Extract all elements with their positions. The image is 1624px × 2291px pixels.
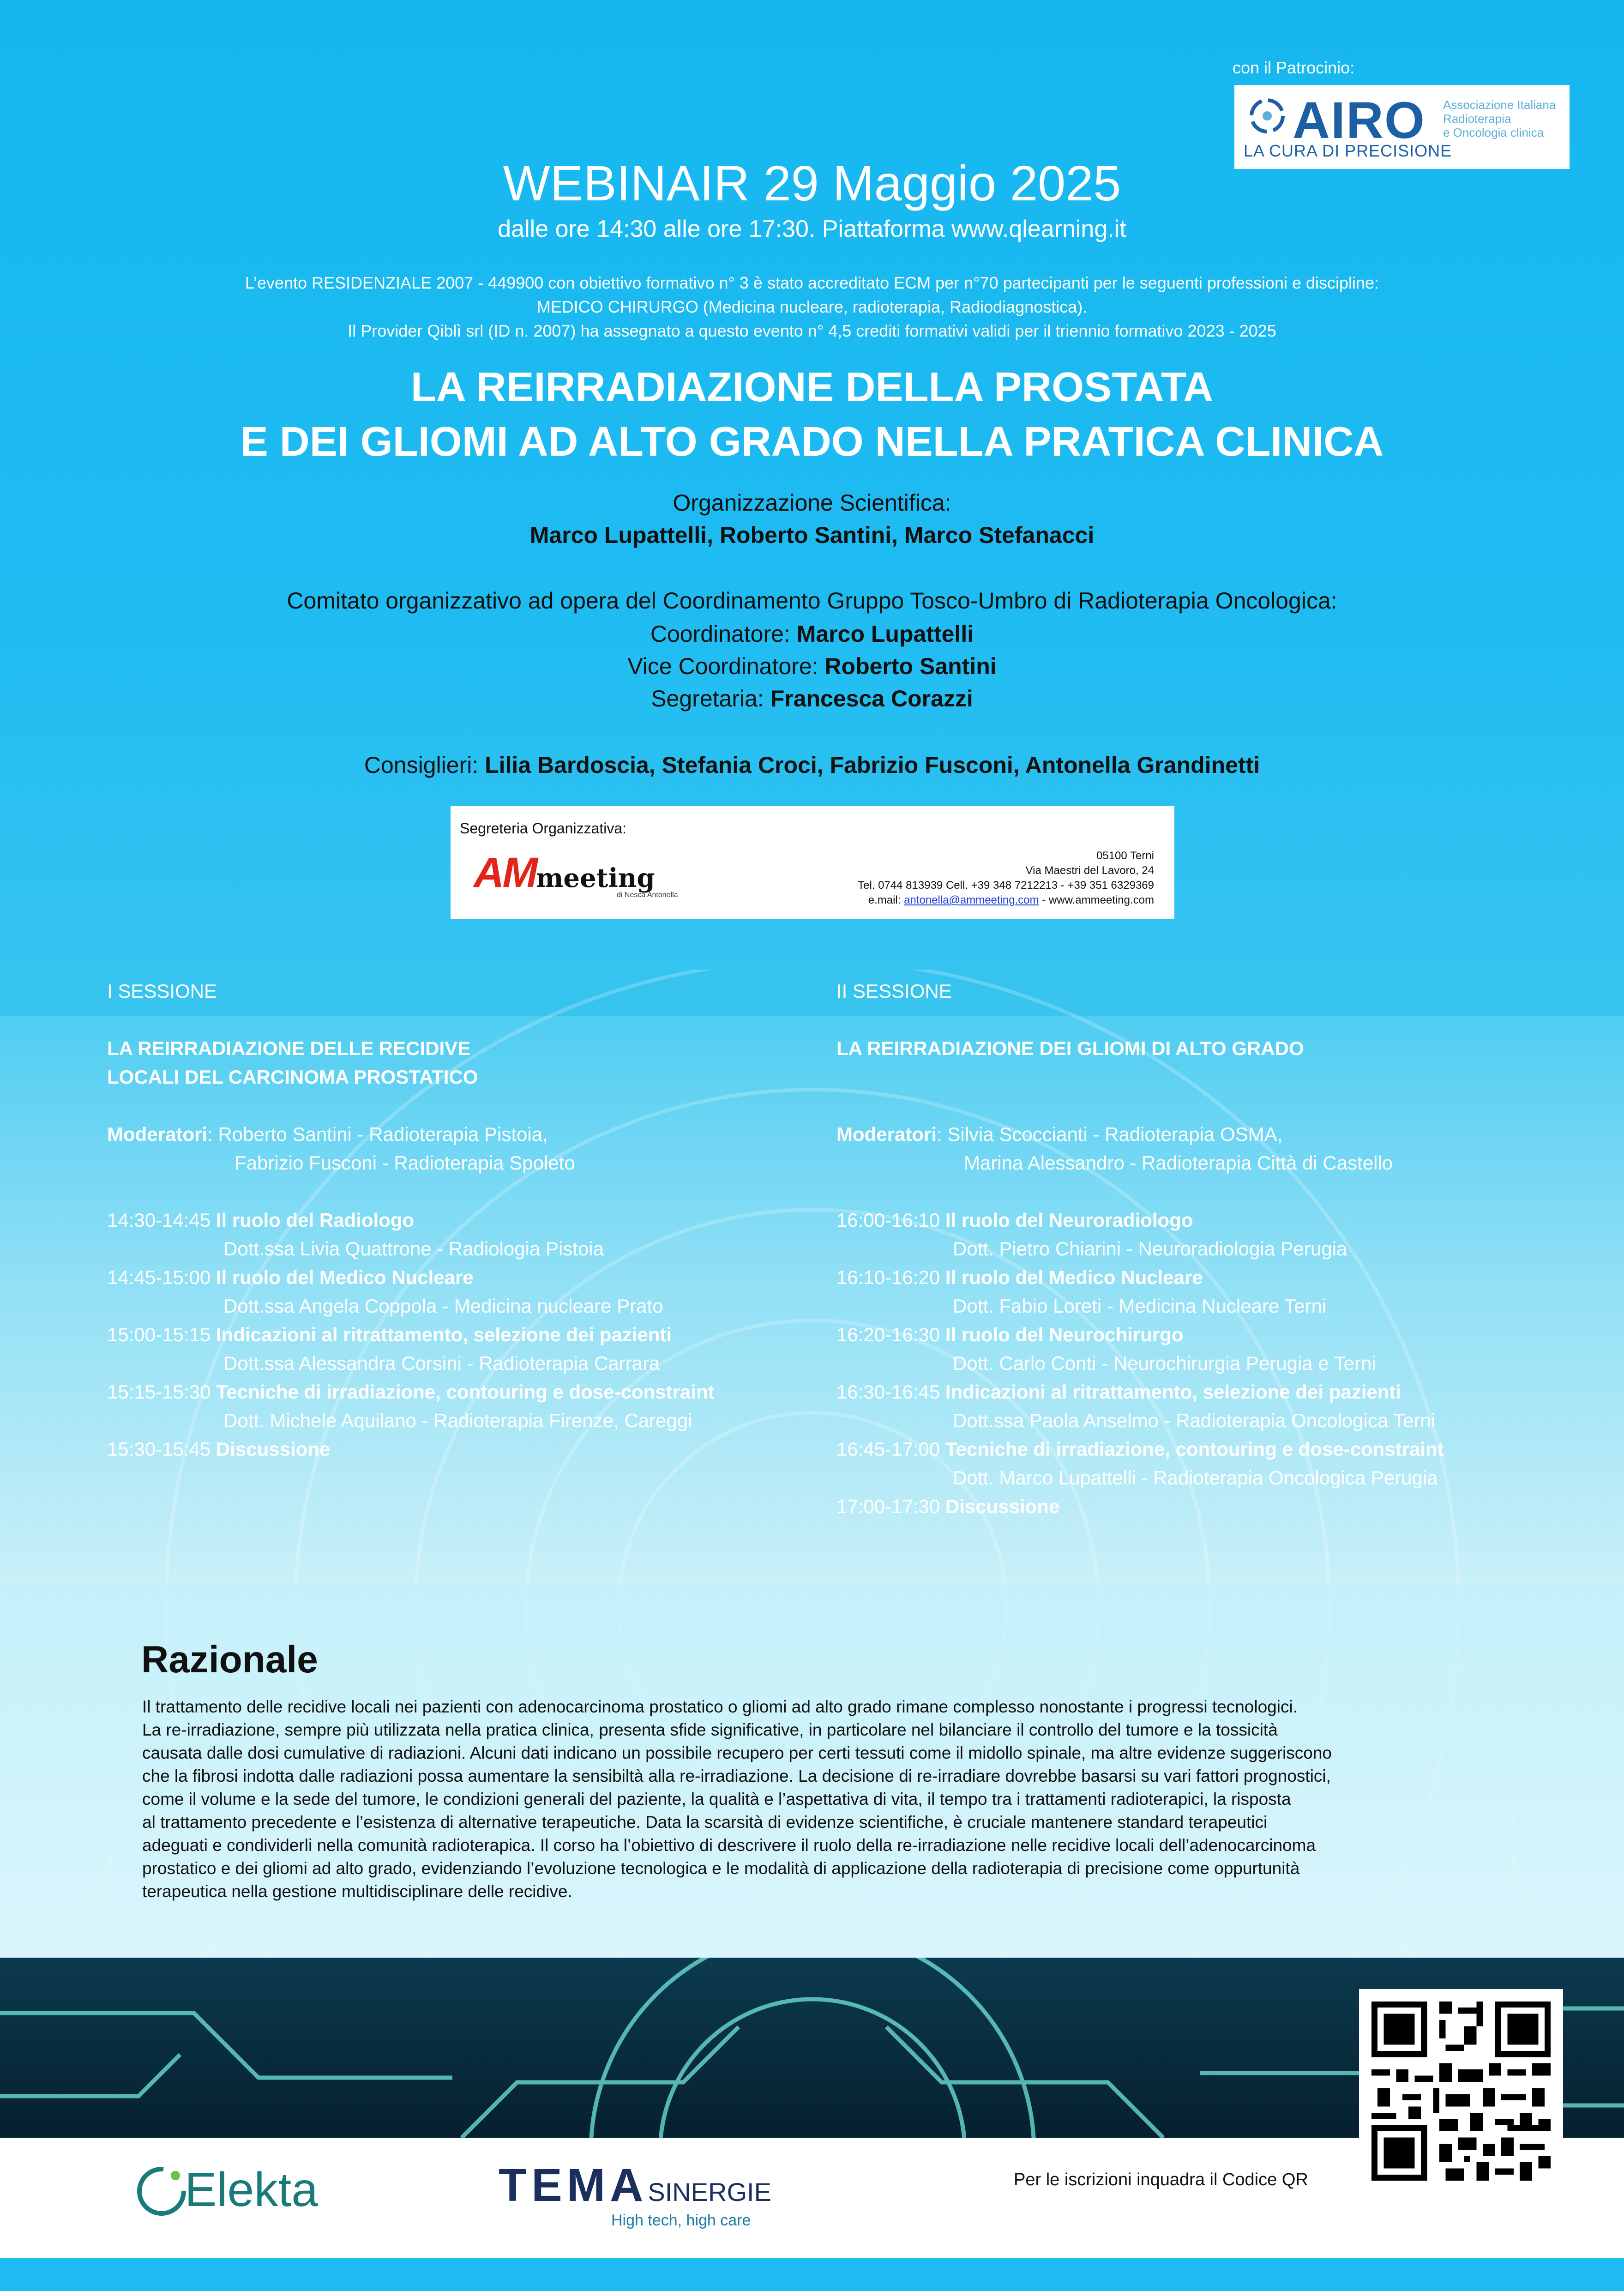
segreteria-organizzativa-box xyxy=(451,806,1174,919)
organizzazione-label: Organizzazione Scientifica: xyxy=(673,490,951,516)
talk-item xyxy=(836,1435,1575,1464)
patronage-label: con il Patrocinio: xyxy=(1233,58,1355,77)
airo-tagline: LA CURA DI PRECISIONE xyxy=(1244,141,1452,160)
session-1 xyxy=(107,977,800,1464)
segretaria-label: Segretaria: xyxy=(651,686,770,711)
consiglieri xyxy=(0,752,1624,778)
talk-item xyxy=(107,1378,800,1406)
razionale-line: prostatico e dei gliomi ad alto grado, evidenziando l’evoluzione tecnologica e le modalità di applicazione della radioterapia di precisione come oppurtunità xyxy=(142,1859,1300,1878)
logo-meeting: meeting xyxy=(536,863,655,893)
talk-title: Indicazioni al ritrattamento, selezione dei pazienti xyxy=(216,1324,672,1345)
airo-description xyxy=(1443,98,1563,139)
talk-speaker: Dott.ssa Alessandra Corsini - Radioterapia Carrara xyxy=(223,1352,660,1374)
contact-city: 05100 Terni xyxy=(1096,850,1154,862)
vice-name: Roberto Santini xyxy=(824,653,997,679)
talk-item xyxy=(836,1492,1575,1521)
talk-title: Il ruolo del Medico Nucleare xyxy=(945,1266,1203,1288)
razionale-line: Il trattamento delle recidive locali nei pazienti con adenocarcinoma prostatico o gliomi ad alto grado rimane complesso nonostante i progressi tecnologici. xyxy=(142,1697,1298,1716)
talk-time: 17:00-17:30 xyxy=(836,1495,945,1517)
coordinatore xyxy=(0,621,1624,647)
segreteria-label: Segreteria Organizzativa: xyxy=(460,820,627,837)
razionale-text xyxy=(142,1695,1518,1903)
organizzazione-names: Marco Lupattelli, Roberto Santini, Marco Stefanacci xyxy=(529,522,1095,548)
ecm-line: L’evento RESIDENZIALE 2007 - 449900 con obiettivo formativo n° 3 è stato accreditato ECM per n°70 partecipanti per le seguenti professioni e discipline: xyxy=(245,273,1379,292)
talk-item xyxy=(107,1263,800,1292)
razionale-line: terapeutica nella gestione multidisciplinare delle recidive. xyxy=(142,1882,572,1901)
razionale-line: come il volume e la sede del tumore, le condizioni generali del paziente, la qualità e l’aspettativa di vita, il tempo tra i trattamenti radioterapici, la risposta xyxy=(142,1790,1291,1809)
talk-title: Discussione xyxy=(216,1438,331,1460)
talk-item xyxy=(836,1206,1575,1235)
qr-code[interactable] xyxy=(1359,1989,1563,2193)
ecm-line: Il Provider Qiblì srl (ID n. 2007) ha assegnato a questo evento n° 4,5 crediti formativi validi per il triennio formativo 2023 - 2025 xyxy=(348,321,1276,340)
airo-name: AIRO xyxy=(1293,91,1426,149)
session-label: I SESSIONE xyxy=(107,980,217,1002)
razionale-line: causata dalle dosi cumulative di radiazioni. Alcuni dati indicano un possibile recupero per certi tessuti come il midollo spinale, ma altre evidenze suggeriscono xyxy=(142,1743,1332,1762)
tema-sinergie-logo xyxy=(499,2159,771,2212)
talk-time: 14:45-15:00 xyxy=(107,1266,216,1288)
talk-speaker: Dott.ssa Livia Quattrone - Radiologia Pistoia xyxy=(223,1238,604,1260)
event-title-line-2: E DEI GLIOMI AD ALTO GRADO NELLA PRATICA CLINICA xyxy=(240,419,1384,465)
talk-title: Il ruolo del Medico Nucleare xyxy=(216,1266,474,1288)
session-label: II SESSIONE xyxy=(836,980,952,1002)
email-label: e.mail: xyxy=(868,894,904,906)
talk-time: 15:15-15:30 xyxy=(107,1381,216,1403)
razionale-title: Razionale xyxy=(141,1639,318,1681)
razionale-line: che la fibrosi indotta dalle radiazioni possa aumentare la sensibiltà alla re-irradiazione. La decisione di re-irradiare dovrebbe basarsi su vari fattori prognostici, xyxy=(142,1766,1331,1785)
sinergie-name: SINERGIE xyxy=(648,2177,771,2207)
coordinatore-name: Marco Lupattelli xyxy=(796,621,974,647)
segreteria-contact xyxy=(858,849,1154,908)
email-link[interactable]: antonella@ammeeting.com xyxy=(904,894,1039,906)
talk-title: Il ruolo del Radiologo xyxy=(216,1209,415,1231)
airo-logo-mark-icon xyxy=(1246,95,1288,137)
talk-time: 15:30-15:45 xyxy=(107,1438,216,1460)
logo-subtitle: di Nesca Antonella xyxy=(617,891,678,899)
talk-time: 16:10-16:20 xyxy=(836,1266,945,1288)
contact-phone: Tel. 0744 813939 Cell. +39 348 7212213 - +39 351 6329369 xyxy=(858,879,1154,892)
logo-am: AM xyxy=(474,849,536,896)
talk-speaker: Dott. Carlo Conti - Neurochirurgia Perugia e Terni xyxy=(953,1352,1376,1374)
airo-desc-line: Radioterapia xyxy=(1443,112,1511,126)
coordinatore-label: Coordinatore: xyxy=(650,621,797,647)
talk-time: 16:20-16:30 xyxy=(836,1324,945,1345)
talk-title: Indicazioni al ritrattamento, selezione dei pazienti xyxy=(945,1381,1401,1403)
razionale-line: al trattamento precedente e l’esistenza di alternative terapeutiche. Data la scarsità di evidenze scientifiche, è cruciale mantenere standard terapeutici xyxy=(142,1813,1268,1832)
moderator-2: Fabrizio Fusconi - Radioterapia Spoleto xyxy=(235,1152,575,1174)
webinar-title: WEBINAIR 29 Maggio 2025 xyxy=(503,155,1121,211)
consiglieri-names: Lilia Bardoscia, Stefania Croci, Fabrizio Fusconi, Antonella Grandinetti xyxy=(485,752,1260,778)
moderators-label: Moderatori xyxy=(836,1123,937,1145)
consiglieri-label: Consiglieri: xyxy=(364,752,485,778)
talk-item xyxy=(107,1206,800,1235)
segretaria xyxy=(0,685,1624,712)
razionale-line: adeguati e condividerli nella comunità radioterapica. Il corso ha l’obiettivo di descrivere il ruolo della re-irradiazione nelle recidive locali dell’adenocarcinoma xyxy=(142,1836,1316,1855)
bottom-strip xyxy=(0,2258,1624,2291)
comitato-line: Comitato organizzativo ad opera del Coordinamento Gruppo Tosco-Umbro di Radioterapia Oncologica: xyxy=(287,588,1337,614)
talk-speaker: Dott. Marco Lupattelli - Radioterapia Oncologica Perugia xyxy=(953,1467,1438,1489)
talk-speaker: Dott.ssa Angela Coppola - Medicina nucleare Prato xyxy=(223,1295,663,1317)
qr-code-icon xyxy=(1359,1989,1563,2193)
session-2 xyxy=(836,977,1575,1521)
talk-time: 16:00-16:10 xyxy=(836,1209,945,1231)
vice-label: Vice Coordinatore: xyxy=(627,653,825,679)
talk-title: Discussione xyxy=(945,1495,1060,1517)
talk-speaker: Dott. Fabio Loreti - Medicina Nucleare Terni xyxy=(953,1295,1327,1317)
segretaria-name: Francesca Corazzi xyxy=(770,686,973,711)
talk-title: Il ruolo del Neuroradiologo xyxy=(945,1209,1193,1231)
moderator-2: Marina Alessandro - Radioterapia Città di Castello xyxy=(964,1152,1393,1174)
talk-time: 16:45-17:00 xyxy=(836,1438,945,1460)
moderator-1: : Silvia Scoccianti - Radioterapia OSMA, xyxy=(937,1123,1283,1145)
moderators-line xyxy=(107,1120,800,1149)
talk-item xyxy=(836,1263,1575,1292)
talk-speaker: Dott. Michele Aquilano - Radioterapia Firenze, Careggi xyxy=(223,1410,692,1431)
elekta-logo xyxy=(135,2163,318,2218)
moderators-line xyxy=(836,1120,1575,1149)
session-title-line: LA REIRRADIAZIONE DEI GLIOMI DI ALTO GRADO xyxy=(836,1037,1304,1059)
vice-coordinatore xyxy=(0,653,1624,680)
talk-item xyxy=(836,1378,1575,1406)
webinar-subtitle: dalle ore 14:30 alle ore 17:30. Piattaforma www.qlearning.it xyxy=(498,216,1126,242)
qr-caption: Per le iscrizioni inquadra il Codice QR xyxy=(1014,2170,1308,2189)
moderators-label: Moderatori xyxy=(107,1123,208,1145)
talk-item xyxy=(107,1320,800,1349)
talk-item xyxy=(836,1320,1575,1349)
tema-name: TEMA xyxy=(499,2159,648,2211)
tema-tagline: High tech, high care xyxy=(611,2212,751,2229)
contact-web: - www.ammeeting.com xyxy=(1039,894,1154,906)
session-title-line: LOCALI DEL CARCINOMA PROSTATICO xyxy=(107,1066,478,1088)
event-title-line-1: LA REIRRADIAZIONE DELLA PROSTATA xyxy=(410,364,1214,410)
talk-item xyxy=(107,1435,800,1464)
talk-speaker: Dott.ssa Paola Anselmo - Radioterapia Oncologica Terni xyxy=(953,1410,1436,1431)
talk-time: 15:00-15:15 xyxy=(107,1324,216,1345)
airo-desc-line: e Oncologia clinica xyxy=(1443,126,1544,139)
airo-desc-line: Associazione Italiana xyxy=(1443,98,1556,112)
talk-time: 14:30-14:45 xyxy=(107,1209,216,1231)
elekta-name: Elekta xyxy=(185,2163,319,2217)
am-meeting-logo xyxy=(474,849,655,897)
contact-address: Via Maestri del Lavoro, 24 xyxy=(1025,864,1154,877)
talk-time: 16:30-16:45 xyxy=(836,1381,945,1403)
talk-title: Il ruolo del Neurochirurgo xyxy=(945,1324,1184,1345)
contact-email-line xyxy=(858,893,1154,908)
ecm-line: MEDICO CHIRURGO (Medicina nucleare, radioterapia, Radiodiagnostica). xyxy=(536,297,1088,316)
session-title-line: LA REIRRADIAZIONE DELLE RECIDIVE xyxy=(107,1037,471,1059)
razionale-line: La re-irradiazione, sempre più utilizzata nella pratica clinica, presenta sfide significative, in particolare nel bilanciare il controllo del tumore e la tossicità xyxy=(142,1720,1278,1739)
talk-speaker: Dott. Pietro Chiarini - Neuroradiologia Perugia xyxy=(953,1238,1347,1260)
talk-title: Tecniche di irradiazione, contouring e dose-constraint xyxy=(945,1438,1444,1460)
talk-title: Tecniche di irradiazione, contouring e dose-constraint xyxy=(216,1381,715,1403)
moderator-1: : Roberto Santini - Radioterapia Pistoia, xyxy=(207,1123,548,1145)
